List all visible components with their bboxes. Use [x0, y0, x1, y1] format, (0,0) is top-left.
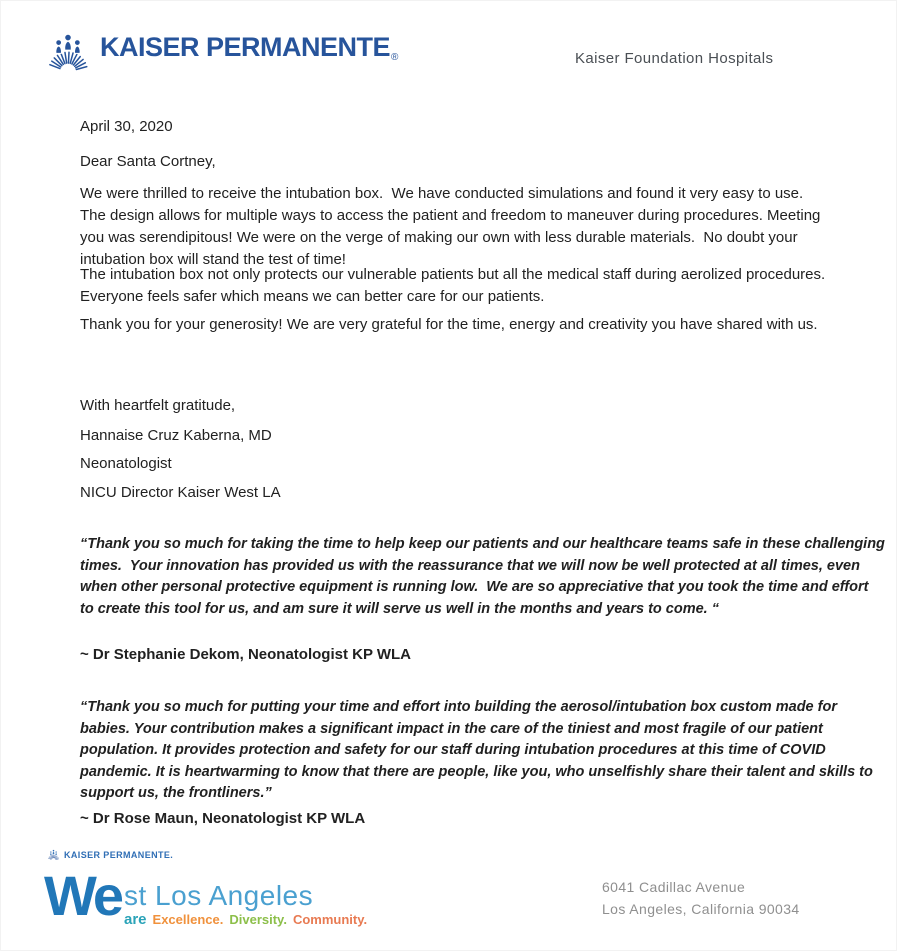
letter-paragraph-1: We were thrilled to receive the intubation box. We have conducted simulations and found it very easy to use. The design allows for multiple ways to access the patient and freedom to maneuver during procedures. Meeting you was serendipitous! We were on the verge of making our own with less durable materials. No doubt your intubation box will stand the test of time!	[80, 185, 825, 268]
registered-trademark-mark: ®	[391, 52, 398, 63]
testimonial-attribution-1: ~ Dr Stephanie Dekom, Neonatologist KP WLA	[80, 646, 412, 663]
letter-date: April 30, 2020	[80, 118, 173, 135]
west-logo-right-block	[124, 868, 367, 928]
header-entity-name: Kaiser Foundation Hospitals	[575, 50, 774, 67]
letter-closing: With heartfelt gratitude,	[80, 397, 236, 414]
west-logo-st-los-angeles-text: st Los Angeles	[124, 880, 314, 911]
west-logo-tagline	[124, 911, 367, 928]
footer-address	[602, 876, 800, 920]
testimonial-quote-2: “Thank you so much for putting your time and effort into building the aerosol/intubation box custom made for babies. Your contribution makes a significant impact in the care of the tiniest and most fragile of our patient population. It provides protection and safety for our staff during intubation procedures at this time of COVID pandemic. It is heartwarming to know that there are people, like you, who unselfishly share their talent and skills to support us, the frontliners.”	[80, 699, 877, 801]
testimonial-attribution-2: ~ Dr Rose Maun, Neonatologist KP WLA	[80, 810, 366, 827]
letter-paragraph-2: The intubation box not only protects our vulnerable patients but all the medical staff during aerolized procedures. Everyone feels safer which means we can better care for our patients.	[80, 266, 834, 305]
kaiser-permanente-wordmark-text: KAISER PERMANENTE	[100, 32, 391, 62]
letter-paragraph-3: Thank you for your generosity! We are very grateful for the time, energy and creativity you have shared with us.	[80, 316, 818, 333]
kaiser-permanente-people-sunburst-icon	[45, 32, 91, 74]
signature-title: Neonatologist	[80, 455, 172, 472]
west-logo-we-text: We	[44, 864, 121, 927]
west-logo-value-excellence: Excellence.	[152, 912, 224, 927]
west-logo-value-community: Community.	[292, 912, 368, 927]
footer-kaiser-permanente-wordmark: KAISER PERMANENTE.	[64, 850, 174, 860]
west-los-angeles-logo	[44, 864, 368, 928]
kaiser-permanente-wordmark	[100, 26, 398, 79]
footer-kaiser-permanente-logo	[47, 849, 173, 861]
west-logo-value-diversity: Diversity.	[229, 912, 287, 927]
address-line-2: Los Angeles, California 90034	[602, 901, 800, 917]
address-line-1: 6041 Cadillac Avenue	[602, 879, 746, 895]
signature-name: Hannaise Cruz Kaberna, MD	[80, 427, 272, 444]
letter-salutation: Dear Santa Cortney,	[80, 153, 216, 170]
signature-role: NICU Director Kaiser West LA	[80, 484, 281, 501]
footer-kaiser-permanente-people-sunburst-icon	[47, 849, 60, 861]
kaiser-permanente-logo	[45, 26, 398, 79]
testimonial-quote-1: “Thank you so much for taking the time to help keep our patients and our healthcare teams safe in these challenging times. Your innovation has provided us with the reassurance that we will now be well protected at all times, even when other personal protective equipment is running low. We are so appreciative that you took the time and effort to create this tool for us, and am sure it will serve us well in the months and years to come. “	[80, 536, 889, 617]
west-logo-are-text: are	[124, 911, 147, 928]
